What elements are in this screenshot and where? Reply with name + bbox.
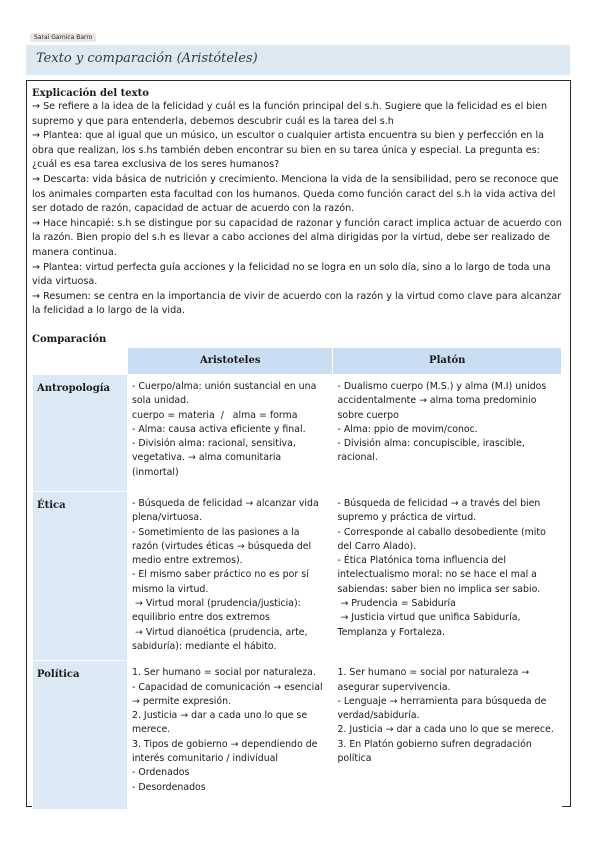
explanation-paragraph: → Plantea: que al igual que un músico, un escultor o cualquier artista encuentra su bien y perfección en la obra que realizan, los s.hs también deben encontrar su bien en su tarea única y especial. La pregunta es: ¿cuál es esa tarea exclusiva de los seres humanos? [32, 130, 544, 171]
cell-line: - Sometimiento de las pasiones a la razón (virtudes éticas → búsqueda del medio entre extremos). [132, 526, 315, 567]
title-bar [26, 45, 570, 75]
table-header-row [33, 348, 562, 375]
cell-line: - Capacidad de comunicación → esencial → permite expresión. [132, 681, 326, 707]
cell-line: - El mismo saber práctico no es por sí mismo la virtud. [132, 569, 312, 595]
explanation-paragraph: → Se refiere a la idea de la felicidad y cuál es la función principal del s.h. Sugiere que la felicidad es el bien supremo y que para entenderla, debemos descubrir cuál es la tarea del s.h [32, 101, 548, 127]
table-row-politica [33, 661, 562, 810]
cell-line: - Ética Platónica toma influencia del intelectualismo moral: no se hace el mal a sabiendas: saber bien no implica ser sabio. [337, 555, 541, 595]
table-row-antropologia [33, 375, 562, 492]
cell-line: 2. Justicia → dar a cada uno lo que se merece. [132, 710, 311, 736]
comparison-table [32, 347, 562, 810]
cell-platon [333, 661, 562, 810]
cell-line: → Virtud moral (prudencia/justicia): equilibrio entre dos extremos [132, 598, 304, 624]
row-label: Política [33, 661, 128, 810]
explanation-heading: Explicación del texto [32, 88, 149, 99]
cell-line: - Búsqueda de felicidad → alcanzar vida plena/virtuosa. [132, 498, 322, 524]
table-corner [33, 348, 128, 375]
cell-line: - Dualismo cuerpo (M.S.) y alma (M.I) unidos accidentalmente → alma toma predominio sobre cuerpo [337, 381, 550, 421]
cell-line: 1. Ser humano = social por naturaleza → asegurar supervivencia. [337, 667, 533, 693]
column-header-platon: Platón [333, 348, 562, 375]
explanation-paragraph: → Hace hincapié: s.h se distingue por su capacidad de razonar y función caract implica actuar de acuerdo con la razón. Bien propio del s.h es llevar a cabo acciones del alma dirigidas por la virtud, debe ser realizado de manera continua. [32, 217, 562, 258]
author-tag: Sarai Garnica Barro [30, 33, 96, 42]
cell-aristoteles [128, 661, 333, 810]
cell-line: → Virtud dianoética (prudencia, arte, sabiduría): mediante el hábito. [132, 626, 311, 652]
cell-line: 1. Ser humano = social por naturaleza. [132, 667, 316, 679]
explanation-section [32, 87, 566, 319]
cell-aristoteles [128, 492, 333, 661]
row-label: Ética [33, 492, 128, 661]
cell-line: 2. Justicia → dar a cada uno lo que se merece. [337, 724, 554, 736]
cell-line: - Cuerpo/alma: unión sustancial en una sola unidad. [132, 381, 320, 407]
table-row-etica [33, 492, 562, 661]
column-header-aristoteles: Aristoteles [128, 348, 333, 375]
cell-line: 3. Tipos de gobierno → dependiendo de interés comunitario / individual [132, 738, 321, 765]
page-title: Texto y comparación (Aristóteles) [36, 51, 258, 66]
cell-line: - División alma: racional, sensitiva, vegetativa. → alma comunitaria (inmortal) [132, 438, 299, 478]
cell-line: → Justicia virtud que unifica Sabiduría, Templanza y Fortaleza. [337, 612, 524, 638]
explanation-paragraph: → Resumen: se centra en la importancia de vivir de acuerdo con la razón y la virtud como clave para alcanzar la felicidad a lo largo de la vida. [32, 290, 562, 317]
comparison-heading: Comparación [32, 334, 107, 345]
cell-line: - Búsqueda de felicidad → a través del bien supremo y práctica de virtud. [337, 498, 544, 524]
cell-line: 3. En Platón gobierno sufren degradación política [337, 738, 535, 765]
cell-line: - Ordenados [132, 767, 190, 779]
cell-line: - Alma: causa activa eficiente y final. [132, 423, 306, 435]
cell-platon [333, 492, 562, 661]
explanation-paragraph: → Descarta: vida básica de nutrición y crecimiento. Menciona la vida de la sensibilidad, pero se reconoce que los animales comparten esta facultad con los humanos. Queda como función caract del s.h la vida activa del ser dotado de razón, capacidad de actuar de acuerdo con la razón. [32, 173, 559, 215]
cell-line: → Prudencia = Sabiduría [337, 598, 456, 610]
cell-platon [333, 375, 562, 492]
cell-line: - Alma: ppio de movim/conoc. [337, 423, 478, 435]
cell-aristoteles [128, 375, 333, 492]
row-label: Antropología [33, 375, 128, 492]
cell-line: - Desordenados [132, 781, 206, 793]
cell-line: - Lenguaje → herramienta para búsqueda de verdad/sabiduría. [337, 695, 550, 722]
cell-line: cuerpo = materia / alma = forma [132, 409, 298, 421]
cell-line: - División alma: concupiscible, irascible, racional. [337, 438, 528, 464]
explanation-paragraph: → Plantea: virtud perfecta guía acciones y la felicidad no se logra en un solo día, sino a lo largo de toda una vida virtuosa. [32, 261, 551, 288]
cell-line: - Corresponde al caballo desobediente (mito del Carro Alado). [337, 526, 549, 552]
